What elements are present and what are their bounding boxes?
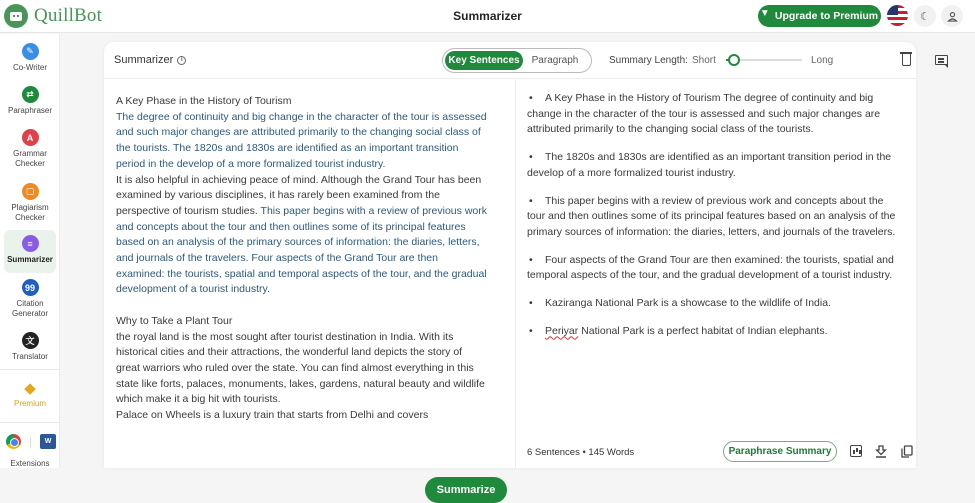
summarize-button[interactable]: Summarize [425, 477, 507, 503]
sidebar-item-co-writer[interactable] [4, 38, 56, 73]
grammar-icon: A [22, 129, 39, 146]
summarizer-icon: ≡ [22, 235, 39, 252]
user-icon[interactable] [941, 5, 963, 27]
input-paragraph [116, 314, 488, 330]
quote-icon: 99 [22, 279, 39, 296]
summary-bullet: • This paper begins with a review of previous work and concepts about the tour and then outlines some of its principal features based on an analysis of the primary sources of information: the diaries, letters, and journals of the travelers. [527, 194, 897, 241]
sidebar-divider [0, 369, 60, 370]
upgrade-label: Upgrade to Premium [774, 10, 879, 22]
input-text-segment: the royal land is the most sought after tourist destination in India. With its historical cities and their attractions, the wonderful land depicts the story of great warriors who ruled over the state. You can find almost everything in this state like forts, palaces, monuments, lakes, gardens, natural beauty and wildlife which make it a big hit with tourists. [116, 330, 485, 406]
key-sentence-highlight: The degree of continuity and big change in the character of the tour is assessed and such major changes are attributed primarily to the changing social class of the tourists. The 1820s and 1830s are identified as an important transition period in the develop of a more formalized tourist industry. [116, 110, 487, 170]
summary-list [527, 91, 897, 351]
paraphrase-summary-button[interactable]: Paraphrase Summary [723, 441, 837, 462]
summarizer-panel [104, 42, 916, 496]
extensions-label: Extensions [10, 459, 50, 468]
quillbot-robot-icon [4, 4, 28, 28]
us-flag-icon[interactable] [887, 5, 908, 26]
mode-paragraph-button[interactable]: Paragraph [523, 51, 587, 70]
summary-stats: 6 Sentences • 145 Words [527, 447, 635, 458]
download-icon[interactable] [874, 444, 887, 458]
summary-bullet: • The 1820s and 1830s are identified as an important transition period in the develop of a more formalized tourist industry. [527, 150, 897, 181]
short-label: Short [692, 55, 716, 66]
key-sentence-highlight: This paper begins with a review of previous work and concepts about the tour and then outlines some of its principal features based on an analysis of the primary sources of information: the diaries, letters, and journals of the travelers. Four aspects of the Grand Tour are then examined: the tourists, spatial and temporal aspects of the tour, and the gradual development of a tourist industry. [116, 204, 487, 296]
sidebar-item-label: Citation Generator [11, 299, 49, 318]
sidebar-item-translator[interactable] [4, 327, 56, 362]
diamond-icon: ◆ [24, 379, 36, 397]
gem-icon [761, 12, 770, 20]
panel-header [104, 42, 916, 79]
statistics-icon[interactable] [850, 445, 862, 457]
panel-title-text: Summarizer [114, 54, 174, 66]
input-paragraph [116, 94, 488, 110]
sidebar-item-paraphraser[interactable] [4, 81, 56, 116]
translate-icon: 文 [22, 332, 39, 349]
premium-label: Premium [13, 399, 46, 408]
sidebar-item-grammar-checker[interactable] [4, 124, 56, 169]
paragraph-gap [116, 298, 488, 314]
input-text-segment: Palace on Wheels is a luxury train that starts from Delhi and covers [116, 409, 429, 422]
input-paragraph [116, 408, 488, 424]
chrome-icon[interactable] [6, 434, 21, 449]
misspelled-word[interactable]: Periyar [545, 324, 579, 337]
input-paragraph [116, 173, 488, 299]
sidebar-item-label: Paraphraser [7, 106, 53, 115]
sidebar [0, 34, 60, 468]
bullet-text: National Park is a perfect habitat of Indian elephants. [578, 324, 828, 337]
slider-thumb[interactable] [728, 54, 740, 66]
sidebar-divider [0, 422, 60, 423]
sidebar-item-label: Translator [12, 352, 48, 361]
paraphraser-icon: ⇄ [22, 86, 39, 103]
sidebar-item-label: Co-Writer [12, 63, 48, 72]
summary-bullet [527, 324, 897, 340]
summary-length-label: Summary Length: [609, 55, 688, 66]
input-pane[interactable] [104, 80, 516, 496]
output-pane [517, 80, 916, 468]
word-icon[interactable]: W [40, 434, 56, 449]
page-title: Summarizer [453, 9, 522, 23]
sidebar-item-plagiarism-checker[interactable] [4, 178, 56, 223]
sidebar-item-label: Grammar Checker [13, 149, 47, 168]
summary-bullet: • Kaziranga National Park is a showcase to the wildlife of India. [527, 296, 897, 312]
sidebar-item-summarizer[interactable] [4, 230, 56, 273]
quillbot-logo[interactable] [4, 4, 102, 28]
moon-icon[interactable]: ☾ [914, 5, 936, 27]
panel-title [114, 54, 186, 66]
comment-icon[interactable] [935, 55, 948, 65]
trash-icon[interactable] [902, 54, 911, 66]
copy-icon[interactable] [900, 444, 913, 458]
sidebar-item-citation-generator[interactable] [4, 274, 56, 319]
mode-toggle [442, 48, 592, 73]
summary-bullet: • Four aspects of the Grand Tour are then examined: the tourists, spatial and temporal aspects of the tour, and the gradual development of a tourist industry. [527, 253, 897, 284]
input-paragraph [116, 330, 488, 409]
input-text-segment: It is also helpful in achieving peace of mind. Although the Grand Tour has been examined by various disciplines, it has rarely been examined from the perspective of tourism studies. [116, 173, 482, 217]
input-text-area[interactable] [116, 94, 488, 424]
plagiarism-icon: ▢ [22, 183, 39, 200]
sidebar-item-label: Summarizer [7, 255, 53, 264]
pen-icon: ✎ [22, 43, 39, 60]
long-label: Long [811, 55, 834, 66]
top-bar [0, 0, 975, 33]
input-text-segment: A Key Phase in the History of Tourism [116, 95, 292, 107]
sidebar-item-label: Plagiarism Checker [11, 203, 49, 222]
logo-text: QuillBot [34, 5, 103, 26]
mode-key-sentences-button[interactable]: Key Sentences [445, 51, 523, 70]
divider [30, 437, 31, 447]
summary-length-slider[interactable] [726, 54, 802, 66]
upgrade-to-premium-button[interactable] [758, 5, 881, 27]
input-paragraph [116, 110, 488, 173]
sidebar-item-premium[interactable] [4, 374, 56, 409]
extensions-row [6, 434, 56, 449]
input-text-segment: Why to Take a Plant Tour [116, 314, 233, 327]
summary-bullet: • A Key Phase in the History of Tourism The degree of continuity and big change in the character of the tour is assessed and such major changes are attributed primarily to the changing social class of the tourists. [527, 91, 897, 138]
info-icon[interactable]: i [177, 56, 186, 65]
